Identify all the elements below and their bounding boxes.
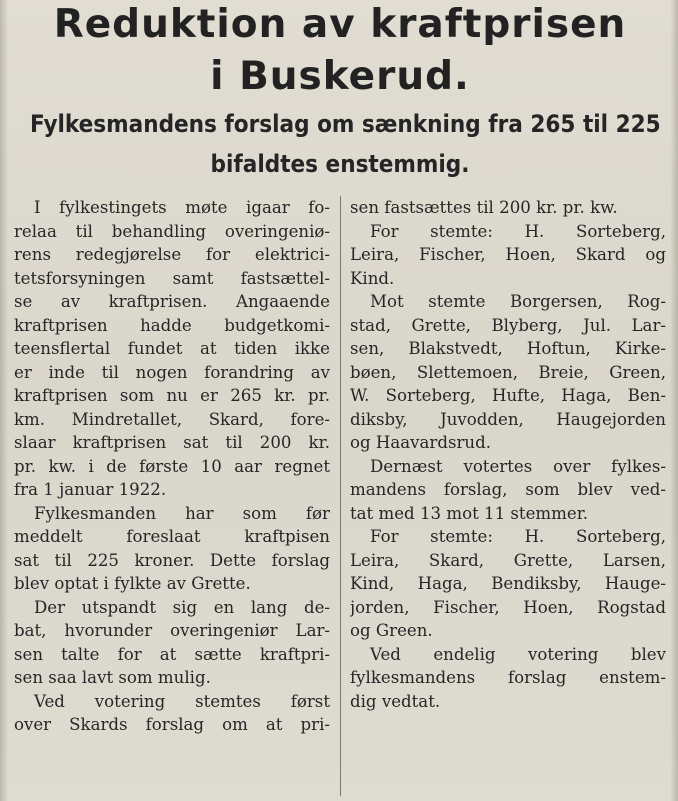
article-text-line: I fylkestingets møte igaar fo-: [34, 198, 330, 217]
article-text-line: Kind, Haga, Bendiksby, Hauge-: [350, 574, 666, 593]
article-text-line: rens redegjørelse for elektrici-: [14, 245, 330, 264]
article-text-line: sen talte for at sætte kraftpri-: [14, 644, 330, 664]
headline-line-1: Reduktion av kraftprisen: [53, 2, 627, 47]
article-text-line: over Skards forslag om at pri-: [14, 715, 330, 734]
article-text-line: Kind.: [350, 268, 395, 288]
article-text-line: sat til 225 kroner. Dette forslag: [14, 550, 330, 570]
subheadline-line-1: Fylkesmandens forslag om sænkning fra 265 til 225: [30, 110, 661, 138]
article-text-line: blev optat i fylkte av Grette.: [14, 574, 251, 593]
article-text-line: og Haavardsrud.: [350, 433, 491, 452]
article-text-line: kraftprisen som nu er 265 kr. pr.: [14, 386, 330, 405]
article-text-line: sen fastsættes til 200 kr. pr. kw.: [350, 198, 618, 217]
subheadline-line-2: bifaldtes enstemmig.: [210, 150, 470, 178]
article-text-line: For stemte: H. Sorteberg,: [370, 527, 666, 546]
article-text-line: W. Sorteberg, Hufte, Haga, Ben-: [350, 386, 666, 405]
article-text-line: stad, Grette, Blyberg, Jul. Lar-: [350, 315, 666, 335]
paper-edge-right: [670, 0, 678, 801]
article-text-line: jorden, Fischer, Hoen, Rogstad: [350, 597, 666, 617]
article-text-line: sen, Blakstvedt, Hoftun, Kirke-: [350, 339, 666, 358]
article-text-line: Leira, Skard, Grette, Larsen,: [350, 550, 666, 570]
article-text-line: Der utspandt sig en lang de-: [34, 597, 330, 617]
article-text-line: bat, hvorunder overingeniør Lar-: [14, 621, 330, 640]
article-text-line: fylkesmandens forslag enstem-: [350, 668, 666, 687]
article-text-line: km. Mindretallet, Skard, fore-: [14, 409, 330, 429]
article-text-line: bøen, Slettemoen, Breie, Green,: [350, 362, 666, 382]
article-text-line: se av kraftprisen. Angaaende: [14, 292, 330, 311]
article-text-line: fra 1 januar 1922.: [14, 480, 167, 499]
article-text-line: pr. kw. i de første 10 aar regnet: [14, 456, 330, 476]
column-divider: [340, 196, 341, 796]
article-text-line: relaa til behandling overingeniø-: [14, 221, 330, 241]
article-text-line: Leira, Fischer, Hoen, Skard og: [350, 245, 666, 264]
headline-line-2: i Buskerud.: [210, 54, 470, 99]
article-text-line: tetsforsyningen samt fastsættel-: [14, 268, 330, 288]
article-column-left: [14, 196, 330, 737]
article-column-right: [350, 196, 666, 713]
article-text-line: mandens forslag, som blev ved-: [350, 480, 666, 499]
article-text-line: tat med 13 mot 11 stemmer.: [350, 503, 589, 523]
article-text-line: sen saa lavt som mulig.: [14, 668, 211, 687]
article-text-line: er inde til nogen forandring av: [14, 362, 330, 382]
article-text-line: Mot stemte Borgersen, Rog-: [370, 292, 666, 311]
article-text-line: dig vedtat.: [350, 691, 441, 711]
article-text-line: Fylkesmanden har som før: [34, 503, 330, 523]
article-text-line: slaar kraftprisen sat til 200 kr.: [14, 433, 330, 452]
article-text-line: diksby, Juvodden, Haugejorden: [350, 409, 666, 429]
article-text-line: Dernæst votertes over fylkes-: [370, 456, 666, 476]
article-text-line: og Green.: [350, 621, 433, 640]
article-text-line: meddelt foreslaat kraftpisen: [14, 527, 330, 546]
article-text-line: For stemte: H. Sorteberg,: [370, 221, 666, 241]
article-text-line: Ved endelig votering blev: [370, 644, 666, 664]
article-text-line: kraftprisen hadde budgetkomi-: [14, 315, 330, 335]
article-text-line: Ved votering stemtes først: [34, 691, 330, 711]
article-text-line: teensflertal fundet at tiden ikke: [14, 339, 330, 358]
paper-edge-left: [0, 0, 8, 801]
